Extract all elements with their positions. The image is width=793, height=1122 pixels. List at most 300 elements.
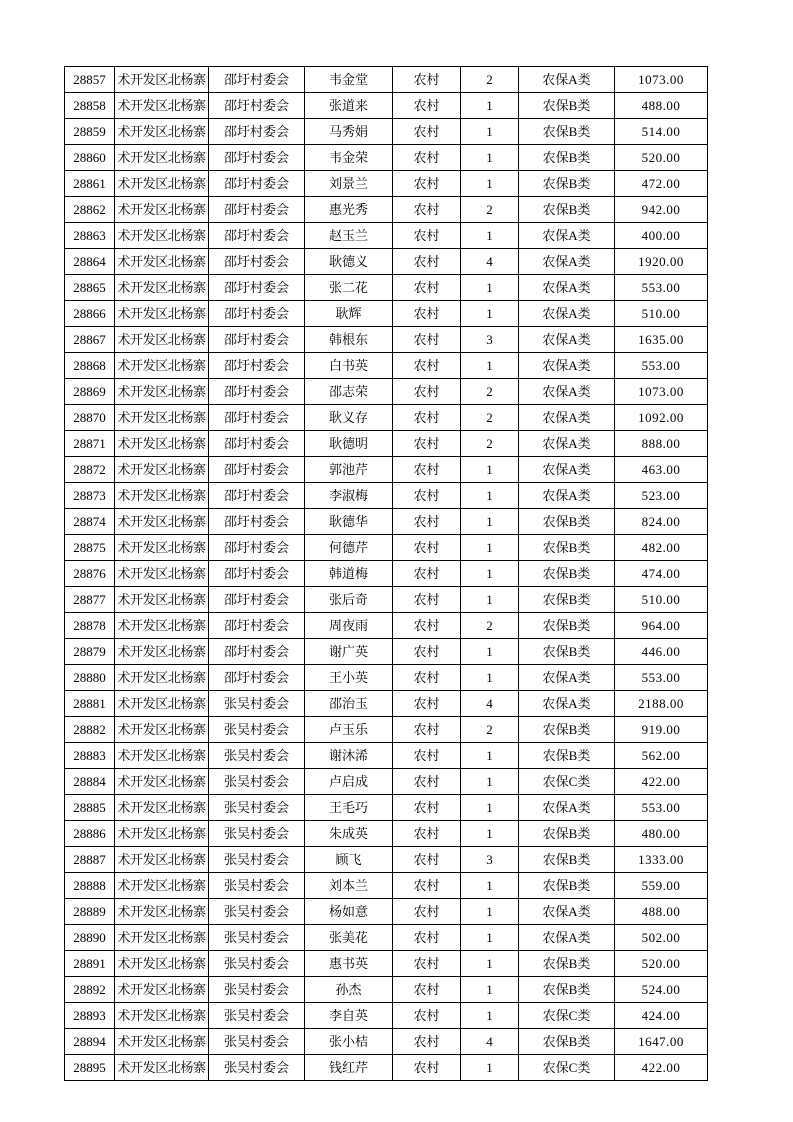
row-category: 农保C类 xyxy=(519,1003,615,1029)
row-person-name: 杨如意 xyxy=(305,899,393,925)
row-type: 农村 xyxy=(393,509,461,535)
row-org: 术开发区北杨寨 xyxy=(115,665,209,691)
row-category: 农保B类 xyxy=(519,535,615,561)
row-person-name: 谢广英 xyxy=(305,639,393,665)
row-count: 1 xyxy=(461,639,519,665)
row-id: 28895 xyxy=(65,1055,115,1081)
row-village: 邵圩村委会 xyxy=(209,67,305,93)
row-count: 1 xyxy=(461,483,519,509)
row-org: 术开发区北杨寨 xyxy=(115,639,209,665)
row-village: 邵圩村委会 xyxy=(209,353,305,379)
row-type: 农村 xyxy=(393,275,461,301)
table-row xyxy=(65,951,708,977)
row-person-name: 顾飞 xyxy=(305,847,393,873)
row-id: 28887 xyxy=(65,847,115,873)
row-person-name: 张小桔 xyxy=(305,1029,393,1055)
row-village: 邵圩村委会 xyxy=(209,119,305,145)
row-id: 28875 xyxy=(65,535,115,561)
row-person-name: 王毛巧 xyxy=(305,795,393,821)
row-org: 术开发区北杨寨 xyxy=(115,379,209,405)
row-village: 邵圩村委会 xyxy=(209,275,305,301)
row-type: 农村 xyxy=(393,977,461,1003)
row-type: 农村 xyxy=(393,67,461,93)
row-person-name: 赵玉兰 xyxy=(305,223,393,249)
row-org: 术开发区北杨寨 xyxy=(115,873,209,899)
row-count: 1 xyxy=(461,275,519,301)
row-person-name: 邵治玉 xyxy=(305,691,393,717)
row-id: 28865 xyxy=(65,275,115,301)
row-person-name: 马秀娟 xyxy=(305,119,393,145)
row-count: 1 xyxy=(461,1003,519,1029)
table-row xyxy=(65,717,708,743)
row-village: 邵圩村委会 xyxy=(209,431,305,457)
row-village: 邵圩村委会 xyxy=(209,223,305,249)
row-org: 术开发区北杨寨 xyxy=(115,925,209,951)
row-person-name: 张后奇 xyxy=(305,587,393,613)
row-id: 28869 xyxy=(65,379,115,405)
row-village: 邵圩村委会 xyxy=(209,301,305,327)
row-id: 28867 xyxy=(65,327,115,353)
row-org: 术开发区北杨寨 xyxy=(115,431,209,457)
row-person-name: 卢启成 xyxy=(305,769,393,795)
row-category: 农保B类 xyxy=(519,821,615,847)
row-category: 农保A类 xyxy=(519,925,615,951)
row-count: 1 xyxy=(461,795,519,821)
row-category: 农保B类 xyxy=(519,743,615,769)
row-count: 3 xyxy=(461,327,519,353)
row-person-name: 白书英 xyxy=(305,353,393,379)
row-type: 农村 xyxy=(393,561,461,587)
row-amount: 1073.00 xyxy=(615,67,708,93)
row-category: 农保B类 xyxy=(519,951,615,977)
row-id: 28874 xyxy=(65,509,115,535)
row-count: 1 xyxy=(461,665,519,691)
row-person-name: 卢玉乐 xyxy=(305,717,393,743)
row-count: 1 xyxy=(461,535,519,561)
row-type: 农村 xyxy=(393,821,461,847)
row-village: 张吴村委会 xyxy=(209,717,305,743)
row-count: 1 xyxy=(461,951,519,977)
row-person-name: 耿德华 xyxy=(305,509,393,535)
table-row xyxy=(65,847,708,873)
row-count: 1 xyxy=(461,821,519,847)
row-org: 术开发区北杨寨 xyxy=(115,171,209,197)
row-category: 农保A类 xyxy=(519,353,615,379)
row-village: 邵圩村委会 xyxy=(209,509,305,535)
row-id: 28861 xyxy=(65,171,115,197)
row-village: 邵圩村委会 xyxy=(209,327,305,353)
table-row xyxy=(65,977,708,1003)
row-category: 农保B类 xyxy=(519,977,615,1003)
row-category: 农保C类 xyxy=(519,1055,615,1081)
row-id: 28889 xyxy=(65,899,115,925)
row-category: 农保A类 xyxy=(519,379,615,405)
table-row xyxy=(65,795,708,821)
row-amount: 919.00 xyxy=(615,717,708,743)
row-category: 农保B类 xyxy=(519,717,615,743)
row-category: 农保B类 xyxy=(519,847,615,873)
row-type: 农村 xyxy=(393,743,461,769)
row-id: 28885 xyxy=(65,795,115,821)
row-type: 农村 xyxy=(393,249,461,275)
row-type: 农村 xyxy=(393,93,461,119)
row-count: 2 xyxy=(461,67,519,93)
row-id: 28888 xyxy=(65,873,115,899)
row-category: 农保B类 xyxy=(519,639,615,665)
row-count: 2 xyxy=(461,197,519,223)
row-village: 张吴村委会 xyxy=(209,925,305,951)
row-id: 28871 xyxy=(65,431,115,457)
row-count: 1 xyxy=(461,93,519,119)
row-count: 1 xyxy=(461,743,519,769)
row-id: 28857 xyxy=(65,67,115,93)
row-org: 术开发区北杨寨 xyxy=(115,795,209,821)
row-count: 4 xyxy=(461,1029,519,1055)
row-type: 农村 xyxy=(393,717,461,743)
row-type: 农村 xyxy=(393,769,461,795)
row-category: 农保A类 xyxy=(519,405,615,431)
row-count: 1 xyxy=(461,457,519,483)
row-org: 术开发区北杨寨 xyxy=(115,1029,209,1055)
row-id: 28886 xyxy=(65,821,115,847)
row-org: 术开发区北杨寨 xyxy=(115,353,209,379)
row-person-name: 韩道梅 xyxy=(305,561,393,587)
row-amount: 488.00 xyxy=(615,899,708,925)
row-id: 28879 xyxy=(65,639,115,665)
row-amount: 562.00 xyxy=(615,743,708,769)
row-person-name: 张道来 xyxy=(305,93,393,119)
row-village: 张吴村委会 xyxy=(209,1003,305,1029)
row-count: 1 xyxy=(461,223,519,249)
row-org: 术开发区北杨寨 xyxy=(115,405,209,431)
row-village: 张吴村委会 xyxy=(209,847,305,873)
row-type: 农村 xyxy=(393,223,461,249)
row-category: 农保B类 xyxy=(519,873,615,899)
row-id: 28892 xyxy=(65,977,115,1003)
row-person-name: 钱红芹 xyxy=(305,1055,393,1081)
row-amount: 942.00 xyxy=(615,197,708,223)
row-amount: 1333.00 xyxy=(615,847,708,873)
table-row xyxy=(65,535,708,561)
row-count: 1 xyxy=(461,925,519,951)
row-person-name: 刘本兰 xyxy=(305,873,393,899)
row-count: 1 xyxy=(461,977,519,1003)
row-type: 农村 xyxy=(393,613,461,639)
table-row xyxy=(65,613,708,639)
row-person-name: 张二花 xyxy=(305,275,393,301)
row-type: 农村 xyxy=(393,353,461,379)
row-category: 农保B类 xyxy=(519,171,615,197)
row-type: 农村 xyxy=(393,197,461,223)
row-category: 农保A类 xyxy=(519,457,615,483)
row-org: 术开发区北杨寨 xyxy=(115,613,209,639)
row-org: 术开发区北杨寨 xyxy=(115,67,209,93)
row-type: 农村 xyxy=(393,1055,461,1081)
row-type: 农村 xyxy=(393,535,461,561)
row-id: 28868 xyxy=(65,353,115,379)
row-village: 邵圩村委会 xyxy=(209,145,305,171)
row-id: 28876 xyxy=(65,561,115,587)
row-id: 28880 xyxy=(65,665,115,691)
row-person-name: 韦金荣 xyxy=(305,145,393,171)
row-count: 1 xyxy=(461,561,519,587)
row-category: 农保B类 xyxy=(519,197,615,223)
row-amount: 446.00 xyxy=(615,639,708,665)
row-org: 术开发区北杨寨 xyxy=(115,691,209,717)
table-row xyxy=(65,925,708,951)
row-amount: 2188.00 xyxy=(615,691,708,717)
table-row xyxy=(65,431,708,457)
table-row xyxy=(65,67,708,93)
table-row xyxy=(65,821,708,847)
row-amount: 553.00 xyxy=(615,795,708,821)
row-village: 张吴村委会 xyxy=(209,795,305,821)
row-type: 农村 xyxy=(393,431,461,457)
row-category: 农保B类 xyxy=(519,587,615,613)
row-amount: 1647.00 xyxy=(615,1029,708,1055)
row-amount: 553.00 xyxy=(615,665,708,691)
row-type: 农村 xyxy=(393,691,461,717)
row-amount: 1635.00 xyxy=(615,327,708,353)
row-category: 农保A类 xyxy=(519,249,615,275)
row-person-name: 周夜雨 xyxy=(305,613,393,639)
row-type: 农村 xyxy=(393,795,461,821)
row-id: 28894 xyxy=(65,1029,115,1055)
row-amount: 520.00 xyxy=(615,951,708,977)
row-count: 2 xyxy=(461,405,519,431)
table-row xyxy=(65,691,708,717)
row-category: 农保A类 xyxy=(519,431,615,457)
row-person-name: 惠光秀 xyxy=(305,197,393,223)
row-org: 术开发区北杨寨 xyxy=(115,743,209,769)
row-org: 术开发区北杨寨 xyxy=(115,509,209,535)
row-org: 术开发区北杨寨 xyxy=(115,1003,209,1029)
row-village: 邵圩村委会 xyxy=(209,171,305,197)
row-village: 张吴村委会 xyxy=(209,899,305,925)
row-category: 农保A类 xyxy=(519,327,615,353)
row-person-name: 韩根东 xyxy=(305,327,393,353)
table-row xyxy=(65,379,708,405)
row-org: 术开发区北杨寨 xyxy=(115,457,209,483)
table-row xyxy=(65,353,708,379)
row-count: 4 xyxy=(461,249,519,275)
subsidy-table-container xyxy=(64,66,707,1081)
row-count: 2 xyxy=(461,379,519,405)
table-row xyxy=(65,301,708,327)
row-id: 28881 xyxy=(65,691,115,717)
row-type: 农村 xyxy=(393,405,461,431)
row-org: 术开发区北杨寨 xyxy=(115,587,209,613)
row-person-name: 李淑梅 xyxy=(305,483,393,509)
row-type: 农村 xyxy=(393,665,461,691)
row-id: 28864 xyxy=(65,249,115,275)
row-amount: 510.00 xyxy=(615,587,708,613)
row-type: 农村 xyxy=(393,587,461,613)
row-count: 1 xyxy=(461,145,519,171)
row-amount: 523.00 xyxy=(615,483,708,509)
row-category: 农保B类 xyxy=(519,1029,615,1055)
row-id: 28883 xyxy=(65,743,115,769)
table-row xyxy=(65,769,708,795)
row-type: 农村 xyxy=(393,327,461,353)
table-row xyxy=(65,1055,708,1081)
row-person-name: 耿辉 xyxy=(305,301,393,327)
table-row xyxy=(65,639,708,665)
table-row xyxy=(65,93,708,119)
row-village: 邵圩村委会 xyxy=(209,483,305,509)
row-org: 术开发区北杨寨 xyxy=(115,223,209,249)
row-count: 3 xyxy=(461,847,519,873)
row-type: 农村 xyxy=(393,483,461,509)
row-person-name: 何德芹 xyxy=(305,535,393,561)
row-amount: 463.00 xyxy=(615,457,708,483)
row-count: 4 xyxy=(461,691,519,717)
row-category: 农保A类 xyxy=(519,301,615,327)
row-count: 1 xyxy=(461,301,519,327)
table-row xyxy=(65,1029,708,1055)
row-count: 2 xyxy=(461,431,519,457)
row-id: 28893 xyxy=(65,1003,115,1029)
row-count: 1 xyxy=(461,509,519,535)
row-type: 农村 xyxy=(393,457,461,483)
row-amount: 888.00 xyxy=(615,431,708,457)
table-row xyxy=(65,899,708,925)
row-category: 农保B类 xyxy=(519,145,615,171)
row-amount: 514.00 xyxy=(615,119,708,145)
row-person-name: 耿义存 xyxy=(305,405,393,431)
row-category: 农保B类 xyxy=(519,613,615,639)
row-village: 张吴村委会 xyxy=(209,1029,305,1055)
row-id: 28866 xyxy=(65,301,115,327)
row-village: 邵圩村委会 xyxy=(209,587,305,613)
row-category: 农保A类 xyxy=(519,67,615,93)
row-id: 28877 xyxy=(65,587,115,613)
row-org: 术开发区北杨寨 xyxy=(115,301,209,327)
row-id: 28863 xyxy=(65,223,115,249)
row-village: 邵圩村委会 xyxy=(209,535,305,561)
row-person-name: 耿德义 xyxy=(305,249,393,275)
row-id: 28882 xyxy=(65,717,115,743)
row-type: 农村 xyxy=(393,873,461,899)
row-count: 1 xyxy=(461,769,519,795)
row-amount: 502.00 xyxy=(615,925,708,951)
row-village: 邵圩村委会 xyxy=(209,561,305,587)
row-type: 农村 xyxy=(393,119,461,145)
row-type: 农村 xyxy=(393,899,461,925)
row-id: 28859 xyxy=(65,119,115,145)
row-count: 1 xyxy=(461,171,519,197)
row-village: 张吴村委会 xyxy=(209,873,305,899)
row-org: 术开发区北杨寨 xyxy=(115,119,209,145)
row-count: 1 xyxy=(461,119,519,145)
row-category: 农保B类 xyxy=(519,119,615,145)
row-amount: 1092.00 xyxy=(615,405,708,431)
row-amount: 824.00 xyxy=(615,509,708,535)
row-amount: 482.00 xyxy=(615,535,708,561)
row-org: 术开发区北杨寨 xyxy=(115,717,209,743)
row-type: 农村 xyxy=(393,145,461,171)
row-type: 农村 xyxy=(393,379,461,405)
row-amount: 553.00 xyxy=(615,353,708,379)
row-count: 1 xyxy=(461,353,519,379)
table-row xyxy=(65,561,708,587)
row-person-name: 惠书英 xyxy=(305,951,393,977)
subsidy-table-body xyxy=(65,67,708,1081)
table-row xyxy=(65,223,708,249)
table-row xyxy=(65,249,708,275)
table-row xyxy=(65,509,708,535)
row-type: 农村 xyxy=(393,1003,461,1029)
row-amount: 400.00 xyxy=(615,223,708,249)
row-category: 农保C类 xyxy=(519,769,615,795)
row-id: 28860 xyxy=(65,145,115,171)
row-org: 术开发区北杨寨 xyxy=(115,327,209,353)
row-village: 邵圩村委会 xyxy=(209,639,305,665)
row-person-name: 郭池芹 xyxy=(305,457,393,483)
row-id: 28862 xyxy=(65,197,115,223)
row-category: 农保A类 xyxy=(519,275,615,301)
row-count: 1 xyxy=(461,587,519,613)
row-count: 1 xyxy=(461,1055,519,1081)
row-id: 28870 xyxy=(65,405,115,431)
row-village: 张吴村委会 xyxy=(209,743,305,769)
row-type: 农村 xyxy=(393,639,461,665)
row-amount: 520.00 xyxy=(615,145,708,171)
row-org: 术开发区北杨寨 xyxy=(115,275,209,301)
row-org: 术开发区北杨寨 xyxy=(115,561,209,587)
row-type: 农村 xyxy=(393,171,461,197)
row-type: 农村 xyxy=(393,925,461,951)
row-count: 2 xyxy=(461,717,519,743)
row-count: 1 xyxy=(461,873,519,899)
subsidy-table xyxy=(64,66,708,1081)
row-village: 邵圩村委会 xyxy=(209,379,305,405)
row-type: 农村 xyxy=(393,1029,461,1055)
row-category: 农保A类 xyxy=(519,899,615,925)
row-amount: 488.00 xyxy=(615,93,708,119)
table-row xyxy=(65,665,708,691)
row-person-name: 朱成英 xyxy=(305,821,393,847)
row-village: 张吴村委会 xyxy=(209,1055,305,1081)
row-village: 张吴村委会 xyxy=(209,821,305,847)
row-category: 农保A类 xyxy=(519,483,615,509)
row-person-name: 张美花 xyxy=(305,925,393,951)
row-org: 术开发区北杨寨 xyxy=(115,847,209,873)
row-village: 邵圩村委会 xyxy=(209,249,305,275)
table-row xyxy=(65,1003,708,1029)
row-person-name: 耿德明 xyxy=(305,431,393,457)
row-org: 术开发区北杨寨 xyxy=(115,977,209,1003)
row-person-name: 谢沐浠 xyxy=(305,743,393,769)
row-category: 农保A类 xyxy=(519,691,615,717)
table-row xyxy=(65,587,708,613)
row-id: 28884 xyxy=(65,769,115,795)
row-amount: 1073.00 xyxy=(615,379,708,405)
row-category: 农保B类 xyxy=(519,561,615,587)
row-person-name: 王小英 xyxy=(305,665,393,691)
row-amount: 510.00 xyxy=(615,301,708,327)
row-amount: 524.00 xyxy=(615,977,708,1003)
row-village: 邵圩村委会 xyxy=(209,93,305,119)
row-amount: 422.00 xyxy=(615,769,708,795)
row-village: 邵圩村委会 xyxy=(209,665,305,691)
row-org: 术开发区北杨寨 xyxy=(115,1055,209,1081)
row-category: 农保A类 xyxy=(519,223,615,249)
row-amount: 1920.00 xyxy=(615,249,708,275)
row-village: 邵圩村委会 xyxy=(209,405,305,431)
row-category: 农保B类 xyxy=(519,93,615,119)
row-type: 农村 xyxy=(393,847,461,873)
